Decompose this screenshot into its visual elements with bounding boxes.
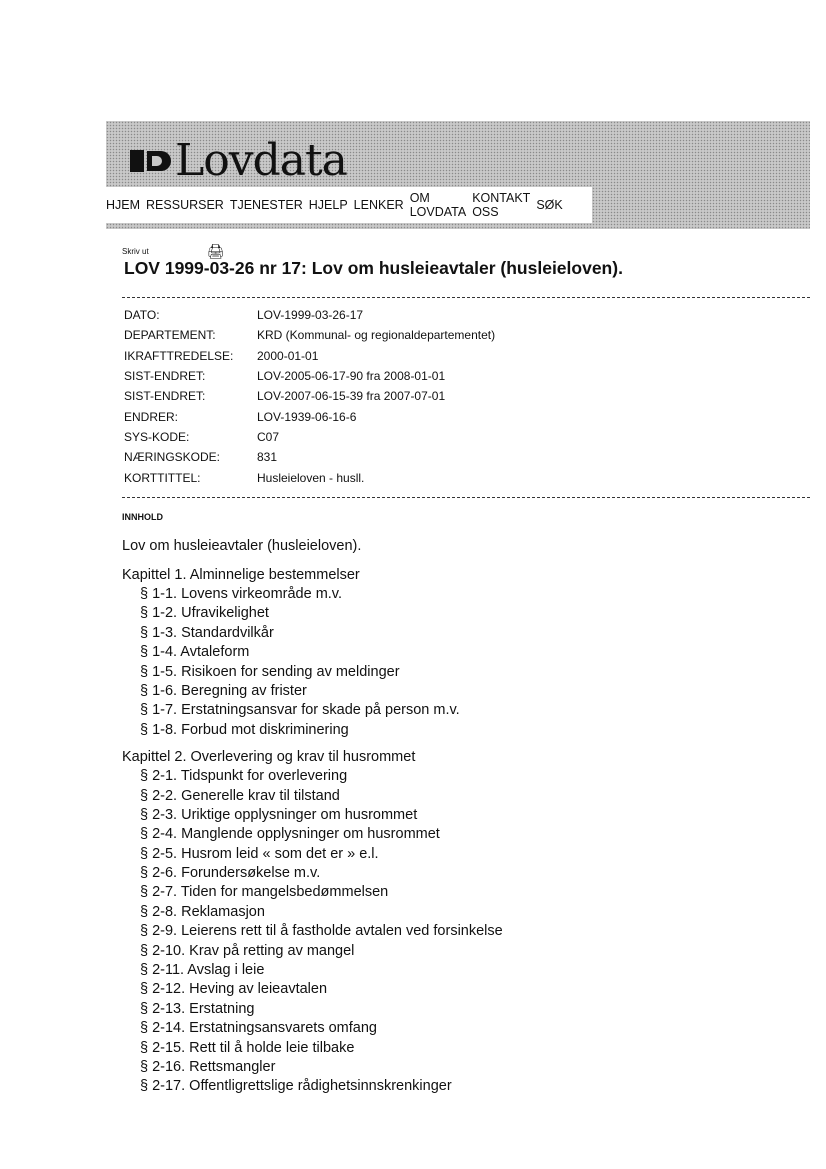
toc-section-link[interactable]: § 1-6. Beregning av frister	[140, 682, 307, 699]
toc-title[interactable]: Lov om husleieavtaler (husleieloven).	[122, 538, 362, 554]
divider-bottom	[122, 497, 810, 498]
nav-kontakt-line2: OSS	[472, 205, 499, 219]
toc-section-link[interactable]: § 2-14. Erstatningsansvarets omfang	[140, 1020, 377, 1037]
nav-sok[interactable]: SØK	[536, 198, 563, 212]
metadata-key: SIST-ENDRET:	[124, 389, 206, 404]
toc-section-link[interactable]: § 2-16. Rettsmangler	[140, 1058, 276, 1075]
toc-section-link[interactable]: § 2-15. Rett til å holde leie tilbake	[140, 1039, 355, 1056]
metadata-key: DEPARTEMENT:	[124, 328, 216, 343]
page-title: LOV 1999-03-26 nr 17: Lov om husleieavtaler (husleieloven).	[124, 258, 623, 278]
toc-section-link[interactable]: § 2-2. Generelle krav til tilstand	[140, 787, 340, 804]
metadata-value: LOV-1939-06-16-6	[257, 409, 357, 424]
toc-section-link[interactable]: § 1-8. Forbud mot diskriminering	[140, 721, 349, 738]
toc-section-link[interactable]: § 1-5. Risikoen for sending av meldinger	[140, 663, 400, 680]
metadata-value: LOV-2005-06-17-90 fra 2008-01-01	[257, 369, 446, 384]
toc-section-link[interactable]: § 2-17. Offentligrettslige rådighetsinnskrenkinger	[140, 1078, 452, 1095]
metadata-value: LOV-2007-06-15-39 fra 2007-07-01	[257, 389, 446, 404]
metadata-table	[124, 305, 495, 488]
nav-hjelp[interactable]: HJELP	[308, 198, 348, 212]
metadata-key: KORTTITTEL:	[124, 470, 201, 485]
toc-section-link[interactable]: § 2-8. Reklamasjon	[140, 903, 265, 920]
metadata-value: C07	[257, 429, 280, 444]
nav-ressurser[interactable]: RESSURSER	[146, 198, 224, 212]
contents-heading: INNHOLD	[122, 512, 163, 522]
toc-section-link[interactable]: § 2-6. Forundersøkelse m.v.	[140, 865, 321, 882]
metadata-value: 831	[257, 450, 278, 465]
toc-section-link[interactable]: § 2-7. Tiden for mangelsbedømmelsen	[140, 884, 389, 901]
main-nav	[106, 187, 592, 223]
toc-section-link[interactable]: § 2-12. Heving av leieavtalen	[140, 981, 328, 998]
toc-section-link[interactable]: § 2-9. Leierens rett til å fastholde avtalen ved forsinkelse	[140, 923, 503, 940]
metadata-row	[124, 366, 495, 386]
nav-kontakt-line1: KONTAKT	[472, 191, 531, 205]
metadata-key: ENDRER:	[124, 409, 179, 424]
nav-om-line1: OM	[409, 191, 430, 205]
toc-chapter[interactable]: Kapittel 2. Overlevering og krav til husrommet	[122, 749, 416, 766]
toc-chapter[interactable]: Kapittel 1. Alminnelige bestemmelser	[122, 567, 360, 583]
toc-section-link[interactable]: § 2-10. Krav på retting av mangel	[140, 942, 355, 959]
metadata-row	[124, 305, 495, 325]
toc-section-link[interactable]: § 1-3. Standardvilkår	[140, 624, 274, 641]
metadata-key: SYS-KODE:	[124, 429, 190, 444]
logo-text: Lovdata	[175, 135, 347, 186]
toc-section-link[interactable]: § 1-2. Ufravikelighet	[140, 605, 269, 622]
nav-hjem[interactable]: HJEM	[106, 198, 141, 212]
toc-section-link[interactable]: § 2-13. Erstatning	[140, 1000, 255, 1017]
metadata-value: KRD (Kommunal- og regionaldepartementet)	[257, 328, 496, 343]
nav-lenker[interactable]: LENKER	[353, 198, 404, 212]
nav-om-line2: LOVDATA	[409, 205, 467, 219]
table-of-contents	[122, 538, 503, 1098]
lovdata-logo[interactable]	[130, 135, 347, 186]
metadata-key: NÆRINGSKODE:	[124, 450, 221, 465]
nav-kontakt-oss[interactable]	[472, 191, 530, 219]
metadata-row	[124, 346, 495, 366]
metadata-key: DATO:	[124, 308, 160, 323]
metadata-row	[124, 325, 495, 345]
toc-section-link[interactable]: § 1-1. Lovens virkeområde m.v.	[140, 586, 343, 602]
metadata-value: LOV-1999-03-26-17	[257, 308, 364, 323]
printer-icon[interactable]: 🖨	[206, 243, 225, 259]
logo-mark-icon	[130, 150, 171, 172]
metadata-row	[124, 427, 495, 447]
toc-section-link[interactable]: § 2-3. Uriktige opplysninger om husrommet	[140, 806, 418, 823]
metadata-key: IKRAFTTREDELSE:	[124, 348, 234, 363]
divider-top	[122, 297, 810, 298]
toc-section-link[interactable]: § 2-4. Manglende opplysninger om husrommet	[140, 826, 440, 843]
toc-section-link[interactable]: § 1-7. Erstatningsansvar for skade på person m.v.	[140, 702, 460, 719]
nav-om-lovdata[interactable]	[410, 191, 467, 219]
metadata-key: SIST-ENDRET:	[124, 369, 206, 384]
metadata-row	[124, 386, 495, 406]
toc-section-link[interactable]: § 2-11. Avslag i leie	[140, 962, 265, 979]
metadata-value: 2000-01-01	[257, 348, 319, 363]
chapter-gap	[122, 741, 503, 749]
toc-section-link[interactable]: § 2-1. Tidspunkt for overlevering	[140, 768, 348, 785]
metadata-row	[124, 406, 495, 426]
site-header	[106, 121, 810, 229]
toc-section-link[interactable]: § 1-4. Avtaleform	[140, 644, 250, 661]
nav-tjenester[interactable]: TJENESTER	[229, 198, 303, 212]
toc-section-link[interactable]: § 2-5. Husrom leid « som det er » e.l.	[140, 845, 379, 862]
metadata-value: Husleieloven - husll.	[257, 470, 365, 485]
metadata-row	[124, 467, 495, 487]
print-link[interactable]: Skriv ut	[122, 247, 149, 256]
metadata-row	[124, 447, 495, 467]
